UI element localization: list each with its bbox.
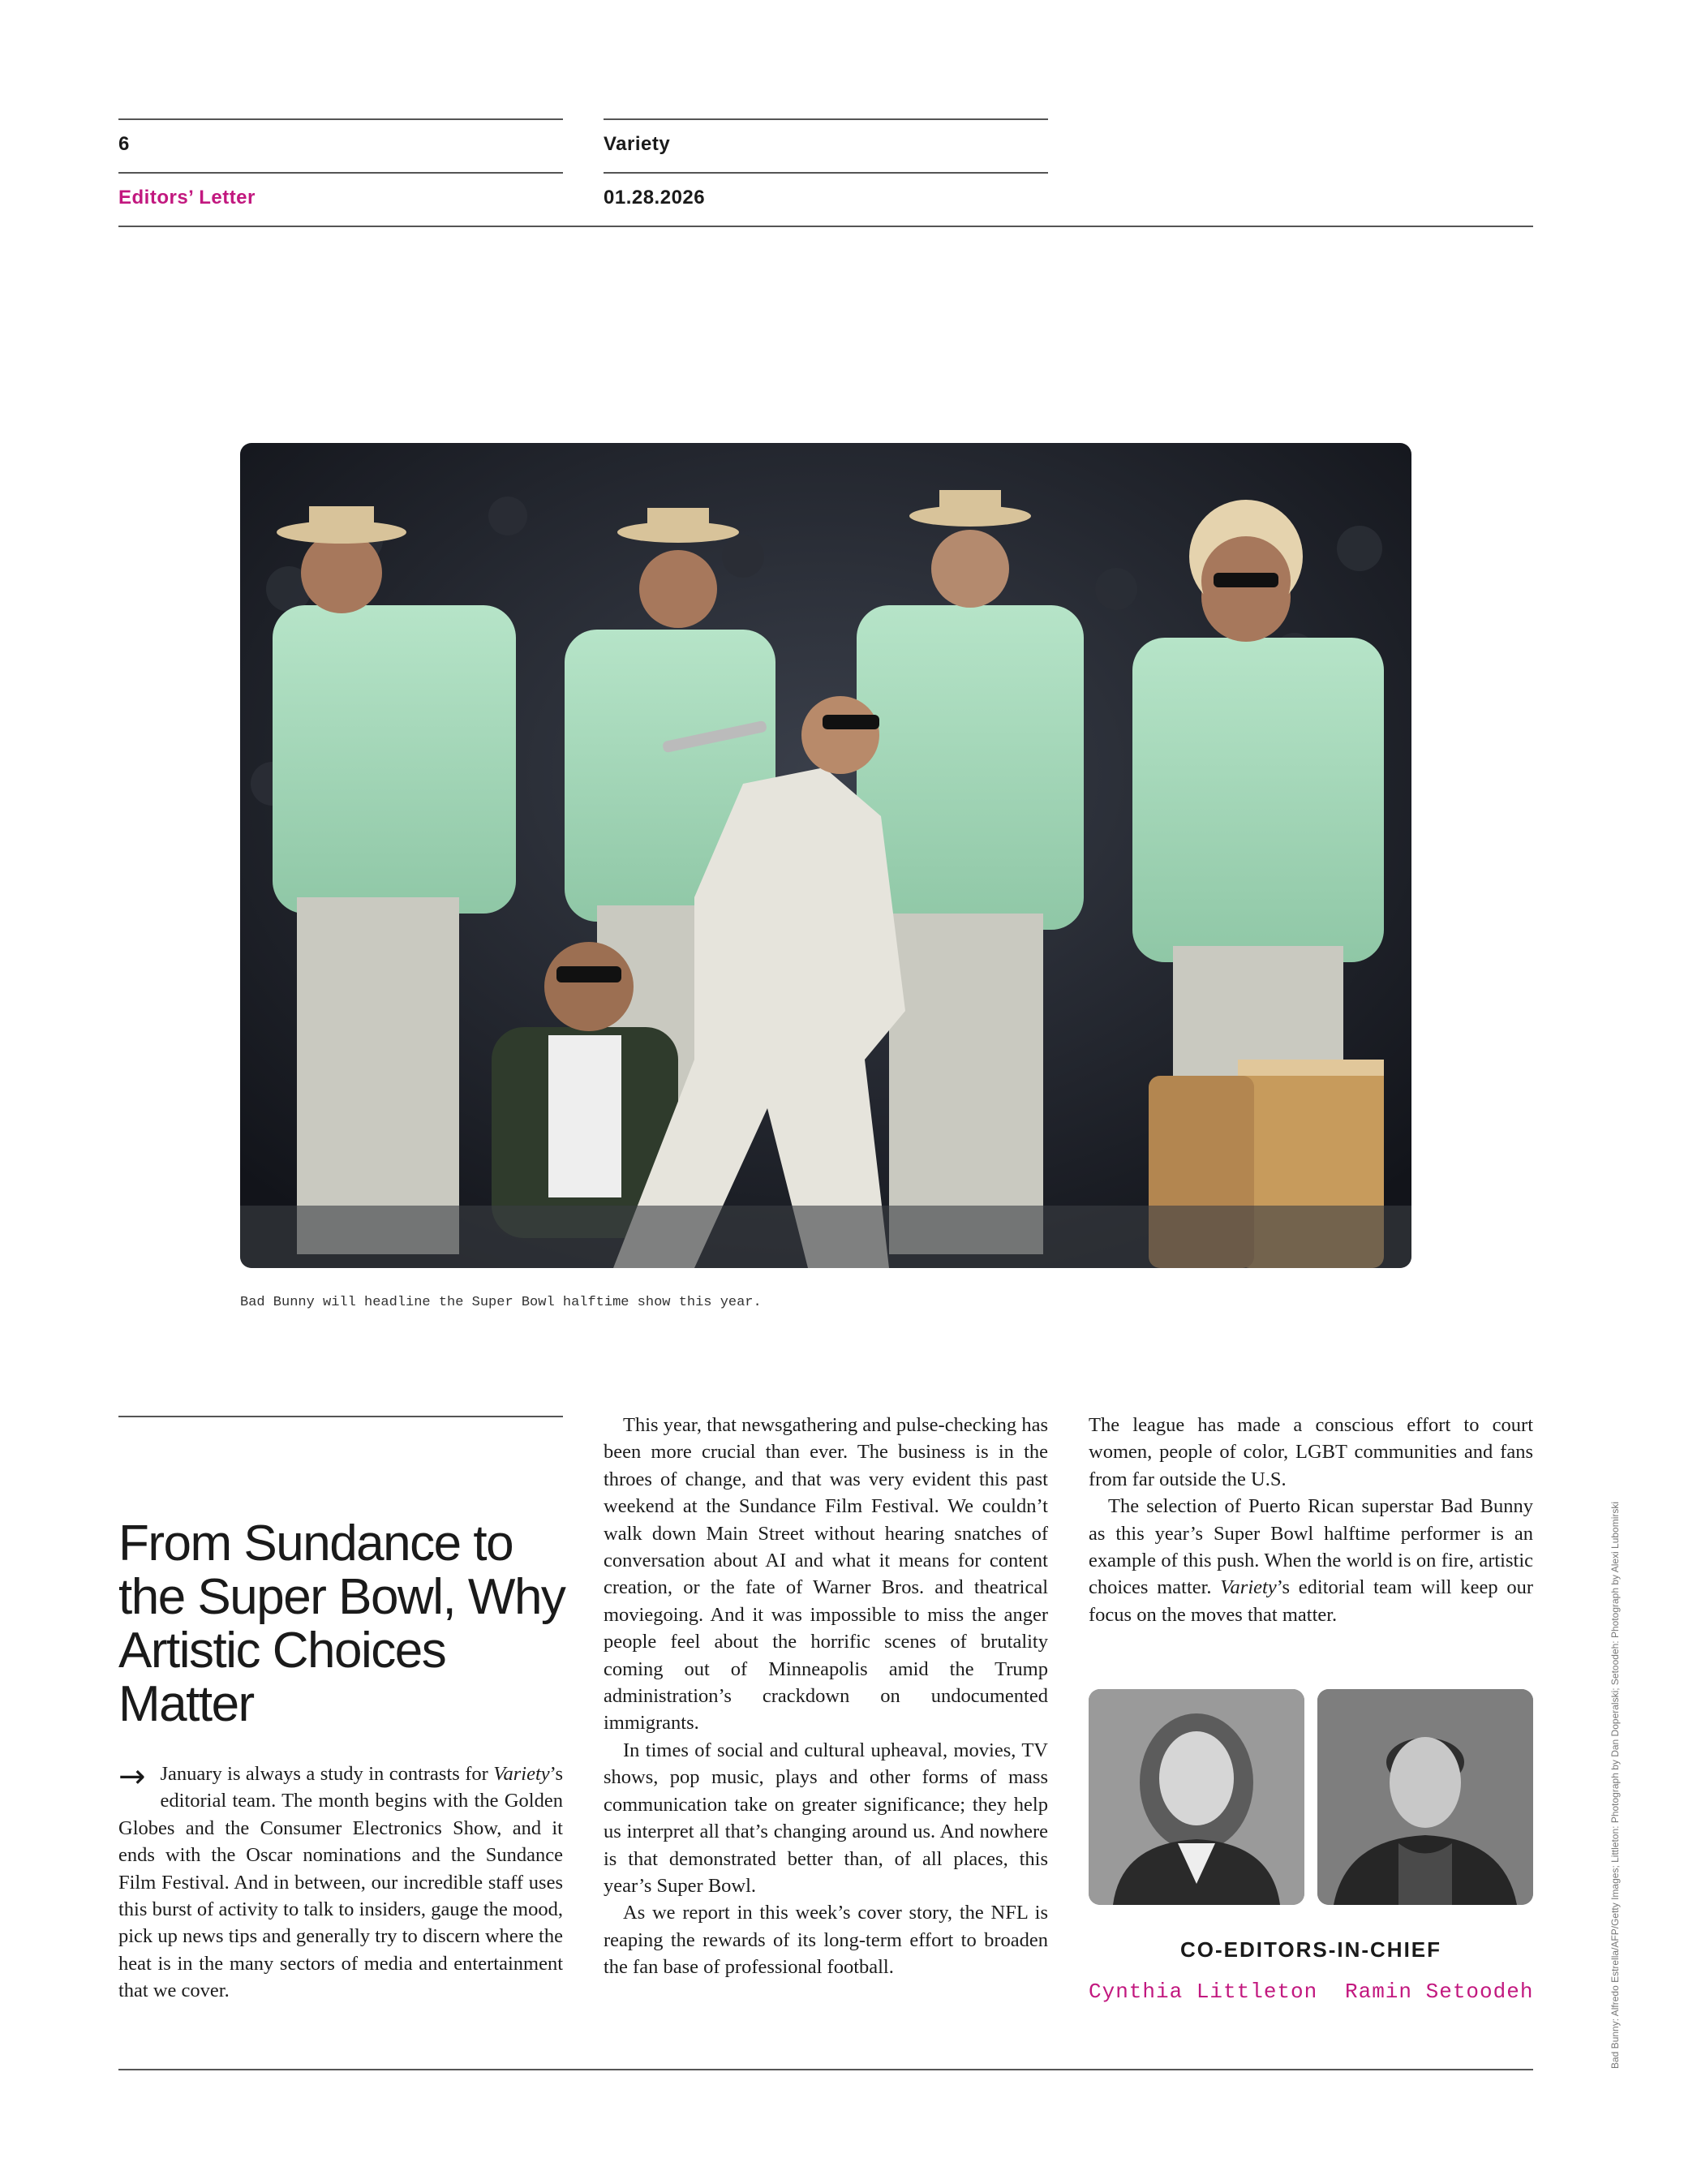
arrow-right-icon: → [118, 1758, 146, 1795]
footer-rule [118, 2069, 1533, 2070]
article-rule-left [118, 1416, 563, 1417]
section-label: Editors’ Letter [118, 187, 256, 209]
hero-photo [240, 443, 1411, 1268]
col1-paragraph-1: January is always a study in contrasts for Variety’s editorial team. The month begins with the Golden Globes and the Consumer Electronics Show, and it ends with the Oscar nominations and the Sundance Film Festival. And in between, our incredible staff uses this burst of activity to talk to insiders, gauge the mood, pick up news tips and generally try to discern where the heat is in the many sectors of media and entertainment that we cover. [118, 1763, 563, 2002]
photo-credit: Bad Bunny: Alfredo Estrella/AFP/Getty Images; Littleton: Photograph by Dan Doperalski; Setoodeh: Photograph by Alexi Lubomirski [1609, 1501, 1621, 2069]
page-number: 6 [118, 133, 130, 155]
header-rule-bottom [118, 226, 1533, 227]
portrait-ramin-setoodeh [1317, 1689, 1533, 1905]
article-column-2 [604, 1412, 1048, 1981]
article-column-3 [1089, 1412, 1533, 1628]
article-headline: From Sundance to the Super Bowl, Why Artistic Choices Matter [118, 1515, 565, 1732]
editor-name-littleton: Cynthia Littleton [1089, 1980, 1318, 2004]
photo-caption: Bad Bunny will headline the Super Bowl halftime show this year. [240, 1295, 762, 1310]
publication-name: Variety [604, 133, 671, 155]
col2-paragraph-1: This year, that newsgathering and pulse-checking has been more crucial than ever. The business is in the throes of change, and that was very evident this past weekend at the Sundance Film Festival. We couldn’t walk down Main Street without hearing snatches of conversation about AI and what it means for content creation, or the fate of Warner Bros. and theatrical moviegoing. And it was impossible to miss the anger people feel about the horrific scenes of brutality coming out of Minneapolis amid the Trump administration’s crackdown on undocumented immigrants. [604, 1414, 1048, 1735]
co-editors-title: CO-EDITORS-IN-CHIEF [1179, 1937, 1442, 1962]
col3-paragraph-2: The selection of Puerto Rican superstar Bad Bunny as this year’s Super Bowl halftime performer is an example of this push. When the world is on fire, artistic choices matter. Variety’s editorial team will keep our focus on the moves that matter. [1089, 1495, 1533, 1626]
header-rule-mid-left [118, 172, 563, 174]
header-rule-top-left [118, 118, 563, 120]
header-rule-mid-right [604, 172, 1048, 174]
portrait-cynthia-littleton [1089, 1689, 1304, 1905]
col2-paragraph-2: In times of social and cultural upheaval, movies, TV shows, pop music, plays and other forms of mass communication take on greater significance; they help us interpret all that’s changing around us. And nowhere is that demonstrated better than, of all places, this year’s Super Bowl. [604, 1739, 1048, 1897]
issue-date: 01.28.2026 [604, 187, 706, 209]
col2-paragraph-3: As we report in this week’s cover story, the NFL is reaping the rewards of its long-term effort to broaden the fan base of professional football. [604, 1902, 1048, 1979]
article-column-1 [118, 1758, 563, 2005]
header-rule-top-right [604, 118, 1048, 120]
editor-name-setoodeh: Ramin Setoodeh [1345, 1980, 1534, 2004]
col3-paragraph-1: The league has made a conscious effort to court women, people of color, LGBT communities and fans from far outside the U.S. [1089, 1414, 1533, 1490]
